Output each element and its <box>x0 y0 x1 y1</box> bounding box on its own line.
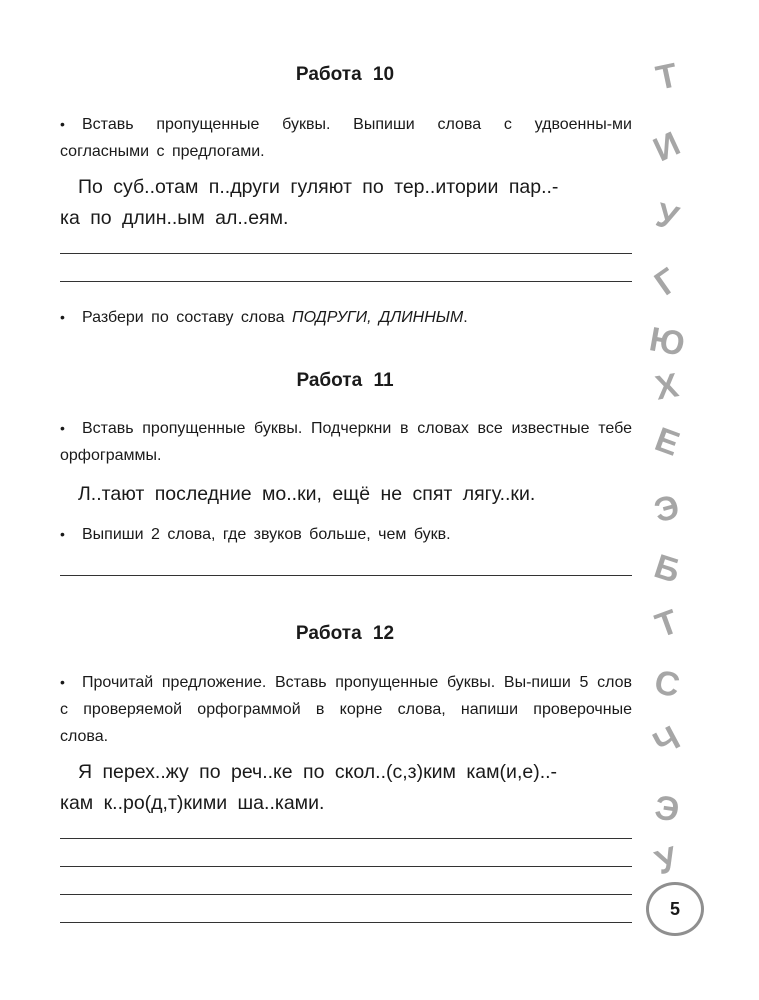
answer-line <box>60 894 632 895</box>
work-11-task-2-text: Выпиши 2 слова, где звуков больше, чем букв. <box>82 526 451 543</box>
work-12-task-1 <box>60 669 632 750</box>
decorative-letter: Г <box>647 260 686 304</box>
work-12-sentence-line-1: Я перех..жу по реч..ке по скол..(с,з)ким кам(и,е)..- <box>78 761 558 783</box>
work-10-task-1 <box>60 111 632 165</box>
work-10-sentence-line-2: ка по длин..ым ал..еям. <box>60 207 289 229</box>
decorative-letter: И <box>647 124 686 170</box>
work-11-task-2 <box>60 521 632 548</box>
decorative-letter: Ю <box>646 320 688 364</box>
bullet-icon: • <box>60 116 65 132</box>
work-11-task-1 <box>60 415 632 469</box>
decorative-letter: Т <box>652 56 682 98</box>
page-number: 5 <box>646 882 704 936</box>
work-10-task-2-text: Разбери по составу слова <box>82 309 292 326</box>
work-11-title: Работа 11 <box>296 370 394 391</box>
decorative-letter: Е <box>650 420 685 464</box>
answer-line <box>60 575 632 576</box>
work-10-sentence-line-1: По суб..отам п..други гуляют по тер..итории пар..- <box>78 176 559 198</box>
work-12-task-1-text: Прочитай предложение. Вставь пропущенные буквы. Вы-пиши 5 слов с проверяемой орфограммой в корне слова, напиши проверочные слова. <box>60 674 632 745</box>
decorative-letter: У <box>651 195 683 239</box>
answer-line <box>60 253 632 254</box>
bullet-icon: • <box>60 420 65 436</box>
answer-line <box>60 866 632 867</box>
work-10-task-2-words: ПОДРУГИ, ДЛИННЫМ <box>291 309 464 326</box>
decorative-letter: Ч <box>647 718 687 764</box>
decorative-letter: Б <box>649 547 685 591</box>
decorative-letter: Э <box>650 487 684 531</box>
decorative-letter: Х <box>652 366 682 408</box>
answer-line <box>60 281 632 282</box>
work-10-sentence <box>60 172 632 234</box>
work-10-task-2-end: . <box>463 309 468 326</box>
work-11-sentence-line-1: Л..тают последние мо..ки, ещё не спят лягу..ки. <box>78 483 536 505</box>
decorative-letter: У <box>650 839 683 883</box>
work-12-sentence <box>60 757 632 819</box>
decorative-letter: Э <box>652 788 682 830</box>
decorative-letter: Т <box>650 602 684 646</box>
work-12-sentence-line-2: кам к..ро(д,т)кими ша..ками. <box>60 792 325 814</box>
bullet-icon: • <box>60 526 65 542</box>
work-11-sentence <box>60 479 632 510</box>
work-10-task-2 <box>60 304 632 331</box>
answer-line <box>60 838 632 839</box>
work-10-task-1-text: Вставь пропущенные буквы. Выпиши слова с удвоенны-ми согласными с предлогами. <box>60 116 632 160</box>
bullet-icon: • <box>60 674 65 690</box>
decorative-letter: С <box>651 662 684 706</box>
work-10-title: Работа 10 <box>295 64 395 85</box>
work-12-title: Работа 12 <box>295 623 395 644</box>
work-11-task-1-text: Вставь пропущенные буквы. Подчеркни в словах все известные тебе орфограммы. <box>60 420 632 464</box>
bullet-icon: • <box>60 309 65 325</box>
answer-line <box>60 922 632 923</box>
